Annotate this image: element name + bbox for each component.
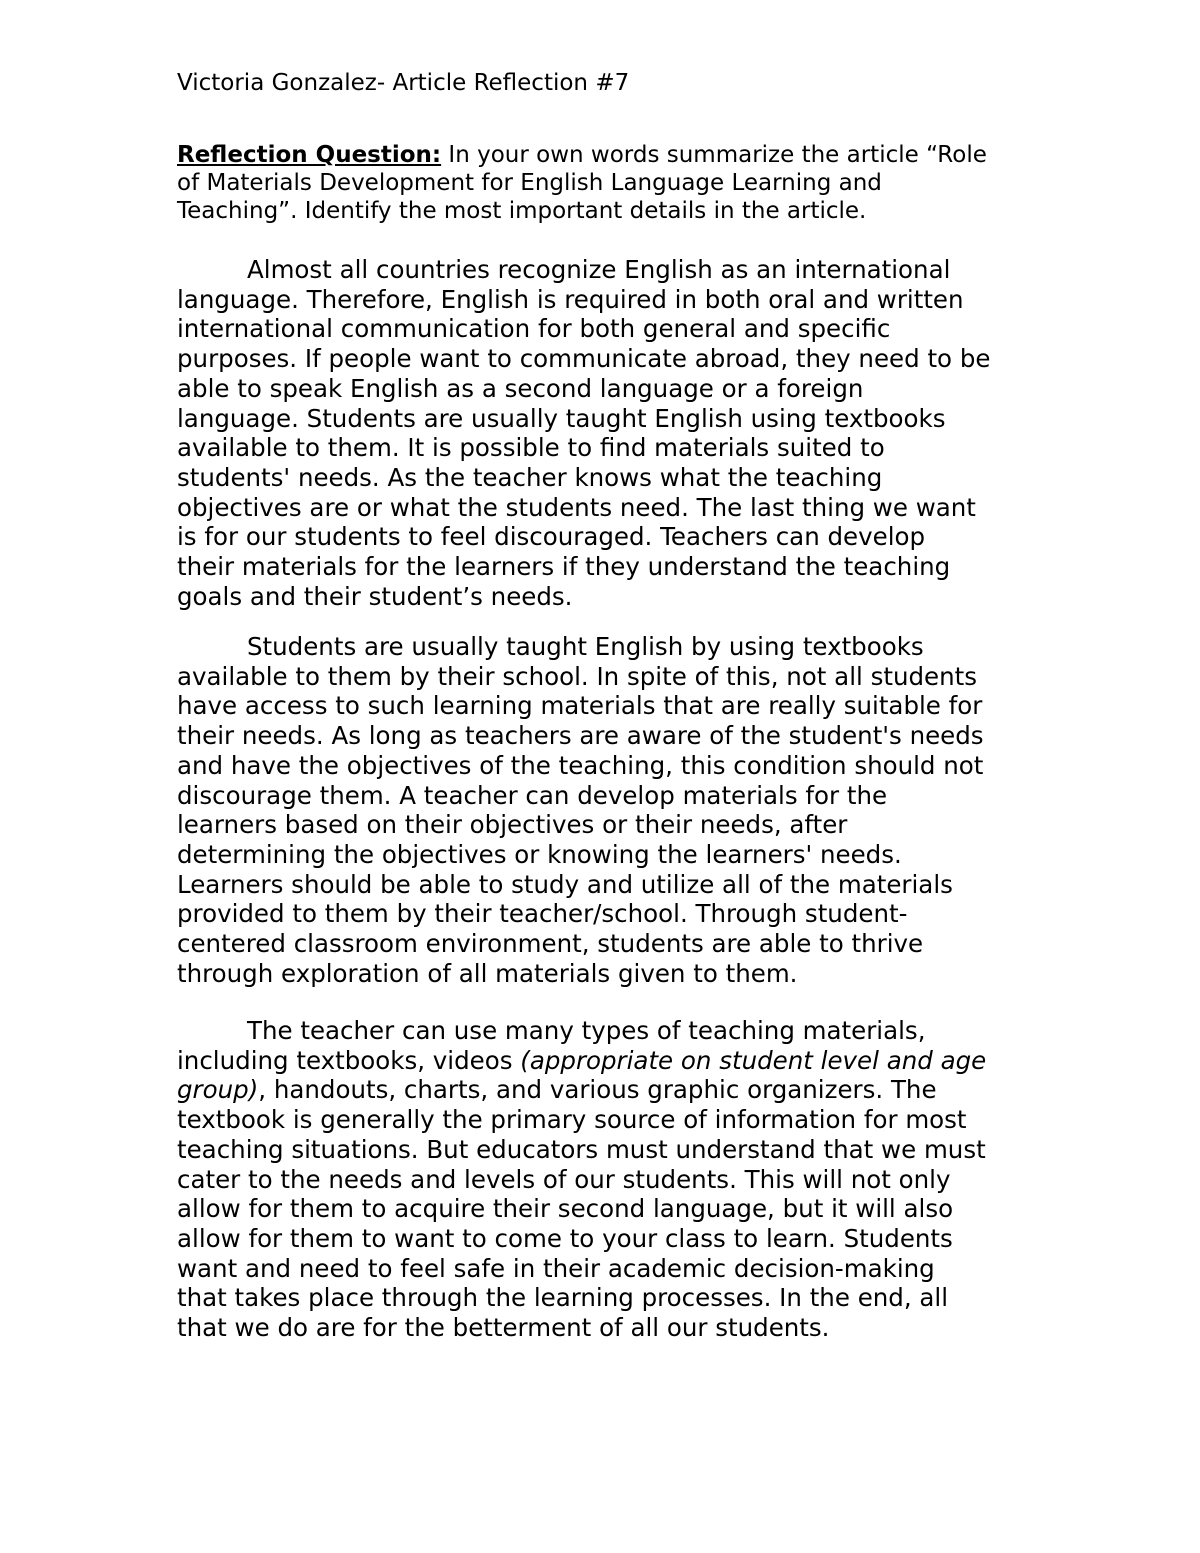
paragraph-line: teaching situations. But educators must understand that we must (177, 1134, 986, 1164)
question-line-3: Teaching”. Identify the most important details in the article. (177, 198, 867, 224)
paragraph-line: international communication for both general and specific (177, 314, 891, 344)
paragraph-line: want and need to feel safe in their academic decision-making (177, 1253, 935, 1283)
paragraph-line: is for our students to feel discouraged. Teachers can develop (177, 522, 926, 552)
question-line-2: of Materials Development for English Language Learning and (177, 170, 882, 196)
paragraph-line: have access to such learning materials that are really suitable for (177, 691, 983, 721)
paragraph-text: including textbooks, videos (177, 1045, 521, 1075)
paragraph-line: objectives are or what the students need. The last thing we want (177, 492, 976, 522)
paragraph-line: centered classroom environment, students are able to thrive (177, 929, 924, 959)
paragraph-line: their needs. As long as teachers are aware of the student's needs (177, 721, 984, 751)
paragraph-1 (177, 255, 1037, 611)
paragraph-line: that we do are for the betterment of all our students. (177, 1313, 830, 1343)
question-label: Reflection Question: (177, 142, 442, 168)
document-header: Victoria Gonzalez- Article Reflection #7 (177, 70, 630, 96)
paragraph-line: textbook is generally the primary source of information for most (177, 1105, 967, 1135)
paragraph-line: purposes. If people want to communicate abroad, they need to be (177, 344, 991, 374)
paragraph-line: Almost all countries recognize English as an international (247, 255, 951, 284)
paragraph-line: allow for them to want to come to your class to learn. Students (177, 1223, 953, 1253)
paragraph-line: available to them. It is possible to find materials suited to (177, 433, 885, 463)
paragraph-line: and have the objectives of the teaching, this condition should not (177, 750, 984, 780)
paragraph-line: students' needs. As the teacher knows what the teaching (177, 462, 883, 492)
question-text-1: In your own words summarize the article “Role (441, 142, 987, 168)
paragraph-line: Students are usually taught English by using textbooks (247, 632, 924, 661)
paragraph-line: goals and their student’s needs. (177, 581, 573, 611)
paragraph-line: available to them by their school. In spite of this, not all students (177, 661, 978, 691)
paragraph-line: that takes place through the learning processes. In the end, all (177, 1283, 949, 1313)
paragraph-line: Learners should be able to study and utilize all of the materials (177, 869, 953, 899)
paragraph-2 (177, 632, 1037, 988)
paragraph-line: discourage them. A teacher can develop materials for the (177, 780, 888, 810)
paragraph-line: able to speak English as a second language or a foreign (177, 373, 864, 403)
paragraph-line (177, 1046, 1037, 1076)
italic-note: (appropriate on student level and age (520, 1045, 987, 1075)
paragraph-line: through exploration of all materials given to them. (177, 958, 798, 988)
paragraph-line: The teacher can use many types of teaching materials, (247, 1016, 926, 1045)
paragraph-line: provided to them by their teacher/school. Through student- (177, 899, 908, 929)
paragraph-line: language. Students are usually taught English using textbooks (177, 403, 946, 433)
paragraph-line: allow for them to acquire their second language, but it will also (177, 1194, 954, 1224)
paragraph-line: determining the objectives or knowing the learners' needs. (177, 839, 902, 869)
paragraph-line: learners based on their objectives or their needs, after (177, 810, 848, 840)
question-line-1 (177, 141, 1057, 169)
italic-note: group) (177, 1075, 259, 1105)
paragraph-line (177, 1075, 1037, 1105)
paragraph-3 (177, 1016, 1037, 1343)
paragraph-text: , handouts, charts, and various graphic organizers. The (258, 1075, 937, 1105)
paragraph-line: cater to the needs and levels of our students. This will not only (177, 1164, 951, 1194)
paragraph-line: their materials for the learners if they understand the teaching (177, 552, 951, 582)
paragraph-line: language. Therefore, English is required in both oral and written (177, 284, 964, 314)
reflection-question (177, 141, 1057, 225)
